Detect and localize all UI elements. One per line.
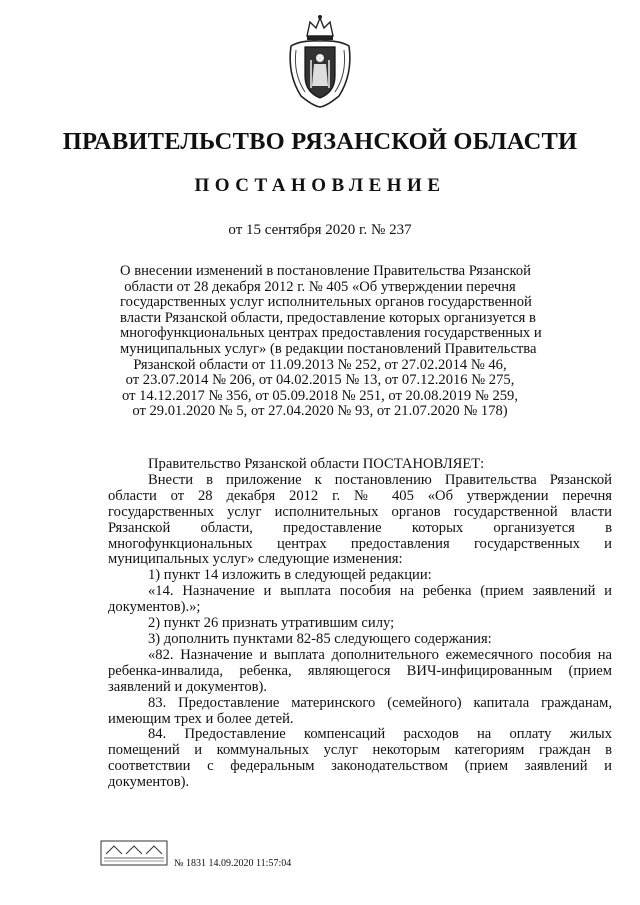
subject-line: от 23.07.2014 № 206, от 04.02.2015 № 13, от 07.12.2016 № 275, — [125, 372, 515, 389]
intro-line: Рязанской области, предоставление которых организуется в — [108, 519, 612, 536]
subject-line: государственных услуг исполнительных органов государственной — [120, 294, 532, 311]
coat-of-arms-emblem — [283, 14, 357, 110]
item-14-line: «14. Назначение и выплата пособия на ребенка (прием заявлений и — [148, 583, 612, 600]
item-84-line: документов). — [108, 774, 190, 791]
subject-line: муниципальных услуг» (в редакции постановлений Правительства — [120, 340, 537, 357]
intro-line: государственных услуг исполнительных органов государственной власти — [108, 503, 612, 520]
subject-line: от 14.12.2017 № 356, от 05.09.2018 № 251, от 20.08.2019 № 259, — [122, 387, 518, 404]
item-82-line: ребенка-инвалида, ребенка, являющегося ВИЧ-инфицированным (прием — [108, 662, 612, 679]
document-type: ПОСТАНОВЛЕНИЕ — [194, 175, 446, 196]
organization-title: ПРАВИТЕЛЬСТВО РЯЗАНСКОЙ ОБЛАСТИ — [62, 128, 578, 155]
item-83-line: имеющим трех и более детей. — [108, 710, 294, 727]
item-82-line: «82. Назначение и выплата дополнительного ежемесячного пособия на — [148, 646, 612, 663]
intro-line: многофункциональных центрах предоставления государственных и — [108, 535, 612, 552]
footer — [100, 838, 360, 878]
subject-line: области от 28 декабря 2012 г. № 405 «Об утверждении перечня — [124, 278, 516, 295]
item-84-line: 84. Предоставление компенсаций расходов на оплату жилых — [148, 726, 612, 743]
item-82-line: заявлений и документов). — [108, 678, 268, 695]
item-3: 3) дополнить пунктами 82-85 следующего содержания: — [148, 630, 492, 647]
document-subject — [120, 263, 542, 420]
subject-line: Рязанской области от 11.09.2013 № 252, от 27.02.2014 № 46, — [133, 356, 507, 373]
intro-line: Внести в приложение к постановлению Правительства Рязанской — [148, 471, 612, 488]
intro-line: муниципальных услуг» следующие изменения: — [108, 551, 403, 568]
intro-line: области от 28 декабря 2012 г. № 405 «Об утверждении перечня — [108, 487, 612, 504]
item-14-line: документов).»; — [108, 599, 201, 616]
registration-number: № 1831 14.09.2020 11:57:04 — [174, 858, 292, 869]
item-83-line: 83. Предоставление материнского (семейного) капитала гражданам, — [148, 694, 612, 711]
subject-line: от 29.01.2020 № 5, от 27.04.2020 № 93, от 21.07.2020 № 178) — [132, 403, 508, 420]
document-date: от 15 сентября 2020 г. № 237 — [228, 222, 412, 238]
item-2: 2) пункт 26 признать утратившим силу; — [148, 615, 395, 632]
document-body — [108, 457, 612, 791]
item-84-line: помещений и коммунальных услуг некоторым категориям граждан в — [108, 742, 612, 759]
item-84-line: соответствии с федеральным законодательством (прием заявлений и — [108, 758, 612, 775]
subject-line: многофункциональных центрах предоставления государственных и — [120, 325, 542, 342]
registration-stamp-icon — [100, 840, 168, 866]
subject-line: О внесении изменений в постановление Правительства Рязанской — [120, 263, 531, 279]
subject-line: власти Рязанской области, предоставление которых организуется в — [120, 309, 536, 326]
item-1: 1) пункт 14 изложить в следующей редакции: — [148, 567, 432, 584]
resolves-line: Правительство Рязанской области ПОСТАНОВЛЯЕТ: — [148, 456, 485, 472]
